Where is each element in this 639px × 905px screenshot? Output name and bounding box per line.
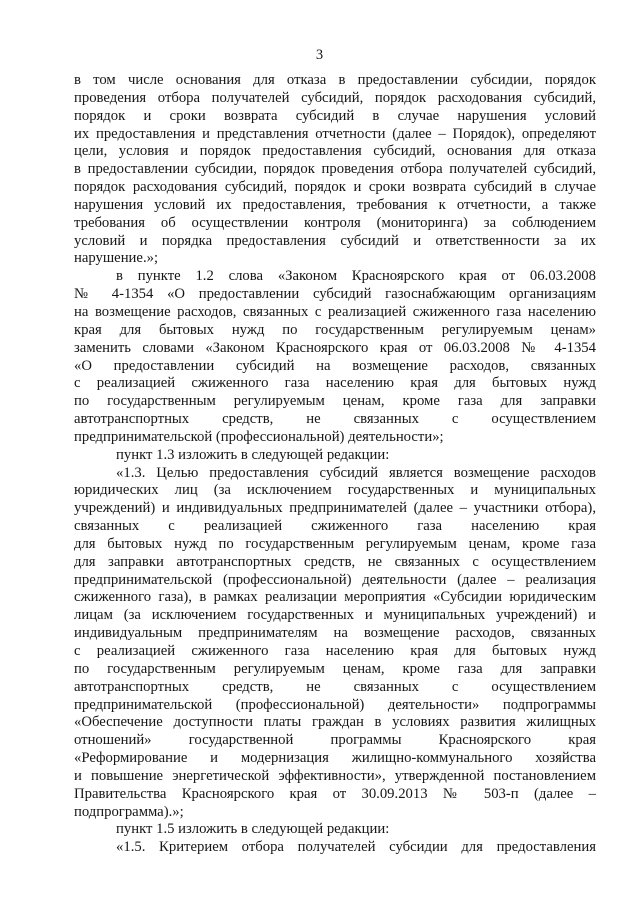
text-line: по государственным регулируемым ценам, кроме газа для заправки: [74, 393, 596, 410]
text-line: предпринимательской (профессиональной) деятельности» подпрограммы: [74, 696, 596, 713]
text-line: в предоставлении субсидии, порядок проведения отбора получателей субсидий,: [74, 161, 596, 178]
text-line: порядок и сроки возврата субсидий в случае нарушения условий: [74, 107, 596, 124]
text-line: связанных с реализацией сжиженного газа населению края: [74, 518, 596, 535]
text-line: предпринимательской (профессиональной) деятельности (далее – реализация: [74, 571, 596, 588]
text-line: автотранспортных средств, не связанных с осуществлением: [74, 411, 596, 428]
text-line: «Реформирование и модернизация жилищно-коммунального хозяйства: [74, 750, 596, 767]
text-line: лицам (за исключением государственных и муниципальных учреждений) и: [74, 607, 596, 624]
text-line: Правительства Красноярского края от 30.09.2013 № 503-п (далее –: [74, 785, 596, 802]
text-line: для заправки автотранспортных средств, не связанных с осуществлением: [74, 553, 596, 570]
text-line: проведения отбора получателей субсидий, порядок расходования субсидий,: [74, 89, 596, 106]
text-line: пункт 1.3 изложить в следующей редакции:: [116, 446, 390, 463]
text-line: требования об осуществлении контроля (мониторинга) за соблюдением: [74, 214, 596, 231]
text-line: пункт 1.5 изложить в следующей редакции:: [116, 821, 390, 838]
text-line: подпрограмма).»;: [74, 803, 184, 820]
text-line: автотранспортных средств, не связанных с осуществлением: [74, 678, 596, 695]
text-line: порядок расходования субсидий, порядок и сроки возврата субсидий в случае: [74, 179, 596, 196]
page-number: 3: [315, 47, 324, 63]
text-line: для бытовых нужд по государственным регулируемым ценам, кроме газа: [74, 535, 596, 552]
text-line: отношений» государственной программы Красноярского края: [74, 732, 596, 749]
text-line: края для бытовых нужд по государственным регулируемым ценам»: [74, 321, 596, 338]
text-line: «1.3. Целью предоставления субсидий является возмещение расходов: [116, 464, 596, 481]
text-line: нарушение.»;: [74, 250, 159, 267]
text-line: «1.5. Критерием отбора получателей субсидии для предоставления: [116, 839, 596, 856]
text-line: и повышение энергетической эффективности», утвержденной постановлением: [74, 767, 596, 784]
text-line: по государственным регулируемым ценам, кроме газа для заправки: [74, 660, 596, 677]
text-line: нарушения условий их предоставления, требования к отчетности, а также: [74, 196, 596, 213]
text-line: учреждений) и индивидуальных предпринимателей (далее – участники отбора),: [74, 500, 596, 517]
text-line: предпринимательской (профессиональной) деятельности»;: [74, 428, 444, 445]
text-line: с реализацией сжиженного газа населению края для бытовых нужд: [74, 643, 596, 659]
text-line: заменить словами «Законом Красноярского края от 06.03.2008 № 4-1354: [74, 339, 596, 356]
text-line: индивидуальным предпринимателям на возмещение расходов, связанных: [74, 625, 596, 642]
text-line: «Обеспечение доступности платы граждан в условиях развития жилищных: [74, 714, 596, 731]
document-body: [74, 72, 596, 857]
text-line: в том числе основания для отказа в предоставлении субсидии, порядок: [74, 72, 596, 88]
text-line: № 4-1354 «О предоставлении субсидий газоснабжающим организациям: [74, 286, 596, 303]
text-line: юридических лиц (за исключением государственных и муниципальных: [74, 482, 596, 499]
text-line: «О предоставлении субсидий на возмещение расходов, связанных: [74, 357, 596, 374]
text-line: их предоставления и представления отчетности (далее – Порядок), определяют: [74, 125, 596, 142]
text-line: в пункте 1.2 слова «Законом Красноярского края от 06.03.2008: [116, 268, 596, 285]
text-line: сжиженного газа), в рамках реализации мероприятия «Субсидии юридическим: [74, 589, 596, 606]
text-line: условий и порядка предоставления субсидий и ответственности за их: [74, 232, 596, 249]
text-line: с реализацией сжиженного газа населению края для бытовых нужд: [74, 375, 596, 392]
text-line: на возмещение расходов, связанных с реализацией сжиженного газа населению: [74, 303, 596, 320]
text-line: цели, условия и порядок предоставления субсидий, основания для отказа: [74, 143, 596, 160]
